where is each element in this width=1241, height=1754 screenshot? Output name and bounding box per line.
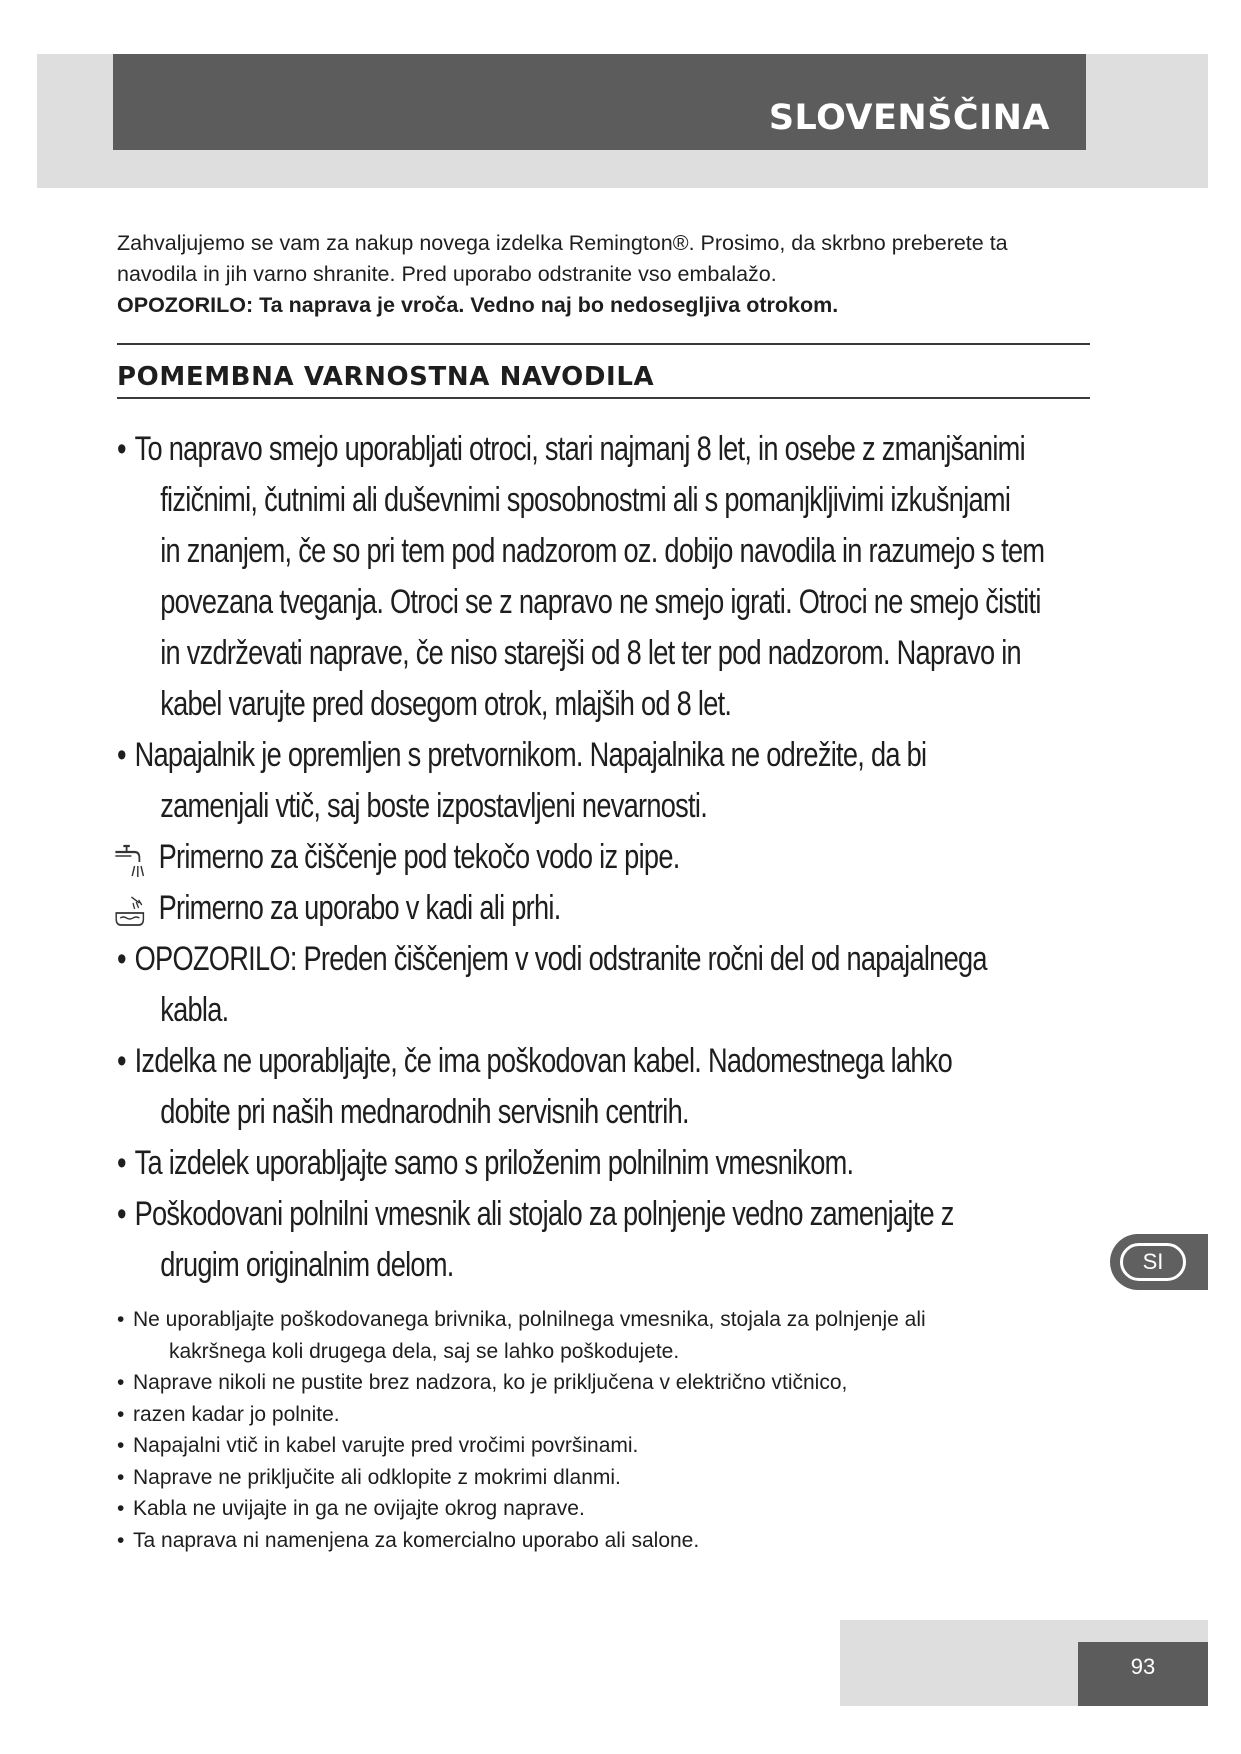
safety-instructions-list (117, 424, 1107, 1291)
language-code-badge: SI (1120, 1243, 1186, 1281)
bullet: • (117, 430, 126, 468)
intro-line-1: Zahvaljujemo se vam za nakup novega izdelka Remington®. Prosimo, da skrbno preberete ta (117, 231, 1008, 255)
safety-item-line: Primerno za uporabo v kadi ali prhi. (158, 889, 561, 927)
bullet: • (117, 1497, 125, 1520)
safety-item-line: povezana tveganja. Otroci se z napravo ne smejo igrati. Otroci ne smejo čistiti (160, 583, 1041, 621)
section-divider-bottom (117, 397, 1090, 399)
safety-item-line: To napravo smejo uporabljati otroci, stari najmanj 8 let, in osebe z zmanjšanimi (134, 430, 1025, 468)
list-item (117, 1525, 1077, 1557)
safety-item (117, 1189, 1125, 1291)
safety-item-line: in vzdrževati naprave, če niso starejši od 8 let ter pod nadzorom. Napravo in (160, 634, 1021, 672)
bullet: • (117, 1144, 126, 1182)
safety-item (117, 934, 1125, 1036)
bullet: • (117, 1042, 126, 1080)
intro-text (117, 228, 1077, 321)
safety-item-line: Poškodovani polnilni vmesnik ali stojalo za polnjenje vedno zamenjajte z (134, 1195, 954, 1233)
safety-item-line: dobite pri naših mednarodnih servisnih centrih. (160, 1093, 689, 1131)
safety-item (117, 1036, 1125, 1138)
bullet: • (117, 1434, 125, 1457)
language-title: SLOVENŠČINA (768, 98, 1050, 138)
safety-item-line: drugim originalnim delom. (160, 1246, 454, 1284)
safety-item-line: OPOZORILO: Preden čiščenjem v vodi odstranite ročni del od napajalnega (134, 940, 987, 978)
bullet: • (117, 1308, 125, 1331)
safety-item-line: kabel varujte pred dosegom otrok, mlajših od 8 let. (160, 685, 732, 723)
list-item-line: razen kadar jo polnite. (133, 1402, 340, 1426)
list-item (117, 1493, 1077, 1525)
list-item-line: Naprave nikoli ne pustite brez nadzora, ko je priključena v električno vtičnico, (133, 1371, 848, 1394)
bullet: • (117, 940, 126, 978)
water-tap-icon (114, 840, 148, 880)
list-item-line: Naprave ne priključite ali odklopite z mokrimi dlanmi. (133, 1465, 621, 1489)
bullet: • (117, 1195, 126, 1233)
safety-item-line: kabla. (160, 991, 229, 1029)
bullet: • (117, 736, 126, 774)
list-item (117, 1399, 1077, 1431)
additional-instructions-list (117, 1304, 1077, 1556)
safety-item-line: Izdelka ne uporabljajte, če ima poškodovan kabel. Nadomestnega lahko (134, 1042, 953, 1080)
list-item-line: Ta naprava ni namenjena za komercialno uporabo ali salone. (133, 1528, 700, 1552)
list-item-line: Kabla ne uvijajte in ga ne ovijajte okrog naprave. (133, 1497, 585, 1520)
safety-item-line: fizičnimi, čutnimi ali duševnimi sposobnostmi ali s pomanjkljivimi izkušnjami (160, 481, 1011, 519)
bullet: • (117, 1528, 125, 1552)
page-number: 93 (1078, 1642, 1208, 1706)
list-item (117, 1304, 1077, 1367)
bullet: • (117, 1371, 125, 1394)
section-heading: POMEMBNA VARNOSTNA NAVODILA (117, 362, 655, 392)
bullet: • (117, 1465, 125, 1489)
safety-item (117, 424, 1125, 730)
safety-item-bath (117, 883, 1149, 934)
safety-item-line: Napajalnik je opremljen s pretvornikom. Napajalnika ne odrežite, da bi (134, 736, 927, 774)
safety-item-line: in znanjem, če so pri tem pod nadzorom oz. dobijo navodila in razumejo s tem (160, 532, 1045, 570)
hot-warning: OPOZORILO: Ta naprava je vroča. Vedno naj bo nedosegljiva otrokom. (117, 293, 839, 317)
safety-item (117, 1138, 1125, 1189)
intro-line-2: navodila in jih varno shranite. Pred uporabo odstranite vso embalažo. (117, 262, 777, 286)
section-divider-top (117, 343, 1090, 345)
safety-item-line: zamenjali vtič, saj boste izpostavljeni nevarnosti. (160, 787, 708, 825)
bathtub-shower-icon (114, 891, 148, 931)
language-title-bar (113, 54, 1086, 150)
language-side-tab (1110, 1234, 1208, 1290)
list-item (117, 1367, 1077, 1399)
list-item-line: Napajalni vtič in kabel varujte pred vročimi površinami. (133, 1434, 639, 1457)
list-item (117, 1462, 1077, 1494)
list-item-line: Ne uporabljajte poškodovanega brivnika, polnilnega vmesnika, stojala za polnjenje ali (133, 1308, 926, 1331)
list-item-line: kakršnega koli drugega dela, saj se lahko poškodujete. (169, 1339, 680, 1363)
safety-item-line: Primerno za čiščenje pod tekočo vodo iz pipe. (158, 838, 680, 876)
safety-item (117, 730, 1125, 832)
list-item (117, 1430, 1077, 1462)
bullet: • (117, 1402, 125, 1426)
safety-item-water-tap (117, 832, 1149, 883)
safety-item-line: Ta izdelek uporabljajte samo s priloženim polnilnim vmesnikom. (134, 1144, 854, 1182)
